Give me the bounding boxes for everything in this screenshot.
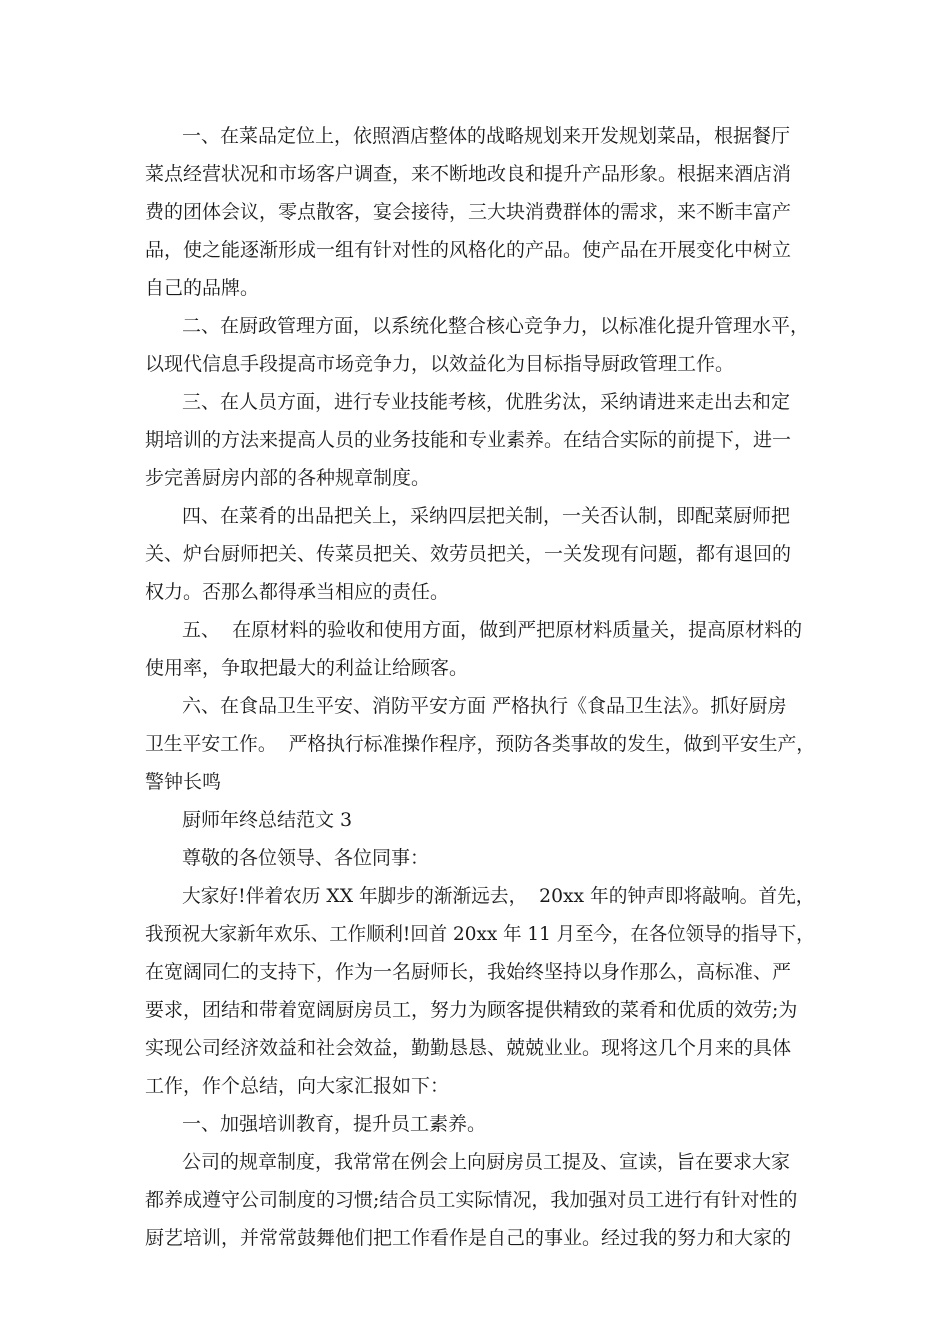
- text-line: 实现公司经济效益和社会效益，勤勤恳恳、兢兢业业。现将这几个月来的具体: [145, 1037, 792, 1059]
- text-line: 厨艺培训，并常常鼓舞他们把工作看作是自己的事业。经过我的努力和大家的: [145, 1227, 792, 1249]
- text-line: 一、在菜品定位上，依照酒店整体的战略规划来开发规划菜品，根据餐厅: [182, 125, 791, 147]
- text-line: 厨师年终总结范文 3: [182, 809, 353, 831]
- text-line: 在宽阔同仁的支持下，作为一名厨师长，我始终坚持以身作那么，高标准、严: [145, 961, 792, 983]
- text-line: 以现代信息手段提高市场竞争力，以效益化为目标指导厨政管理工作。: [145, 353, 735, 375]
- text-line: 期培训的方法来提高人员的业务技能和专业素养。在结合实际的前提下，进一: [145, 429, 792, 451]
- text-line: 四、在菜肴的出品把关上，采纳四层把关制，一关否认制，即配菜厨师把: [182, 505, 791, 527]
- text-line: 费的团体会议，零点散客，宴会接待，三大块消费群体的需求，来不断丰富产: [145, 201, 792, 223]
- text-line: 要求，团结和带着宽阔厨房员工，努力为顾客提供精致的菜肴和优质的效劳;为: [145, 999, 798, 1021]
- text-line: 都养成遵守公司制度的习惯;结合员工实际情况，我加强对员工进行有针对性的: [145, 1189, 798, 1211]
- text-line: 自己的品牌。: [145, 277, 260, 299]
- text-line: 工作，作个总结，向大家汇报如下：: [145, 1075, 450, 1097]
- text-line: 我预祝大家新年欢乐、工作顺利!回首 20xx 年 11 月至今，在各位领导的指导下，: [145, 923, 815, 945]
- text-line: 六、在食品卫生平安、消防平安方面 严格执行《食品卫生法》。抓好厨房: [182, 695, 787, 717]
- text-line: 菜点经营状况和市场客户调查，来不断地改良和提升产品形象。根据来酒店消: [145, 163, 792, 185]
- text-line: 权力。否那么都得承当相应的责任。: [145, 581, 450, 603]
- text-line: 警钟长鸣: [145, 771, 222, 793]
- text-line: 五、 在原材料的验收和使用方面，做到严把原材料质量关，提高原材料的: [182, 619, 803, 641]
- text-line: 一、加强培训教育，提升员工素养。: [182, 1113, 487, 1135]
- text-line: 三、在人员方面，进行专业技能考核，优胜劣汰，采纳请进来走出去和定: [182, 391, 791, 413]
- text-line: 品，使之能逐渐形成一组有针对性的风格化的产品。使产品在开展变化中树立: [145, 239, 792, 261]
- text-line: 卫生平安工作。 严格执行标准操作程序，预防各类事故的发生，做到平安生产，: [145, 733, 816, 755]
- text-line: 步完善厨房内部的各种规章制度。: [145, 467, 431, 489]
- text-line: 尊敬的各位领导、各位同事：: [182, 847, 430, 869]
- text-line: 使用率，争取把最大的利益让给顾客。: [145, 657, 469, 679]
- text-line: 关、炉台厨师把关、传菜员把关、效劳员把关，一关发现有问题，都有退回的: [145, 543, 792, 565]
- text-line: 公司的规章制度，我常常在例会上向厨房员工提及、宣读，旨在要求大家: [182, 1151, 791, 1173]
- text-line: 大家好!伴着农历 XX 年脚步的渐渐远去， 20xx 年的钟声即将敲响。首先，: [182, 885, 815, 907]
- text-line: 二、在厨政管理方面，以系统化整合核心竞争力，以标准化提升管理水平，: [182, 315, 810, 337]
